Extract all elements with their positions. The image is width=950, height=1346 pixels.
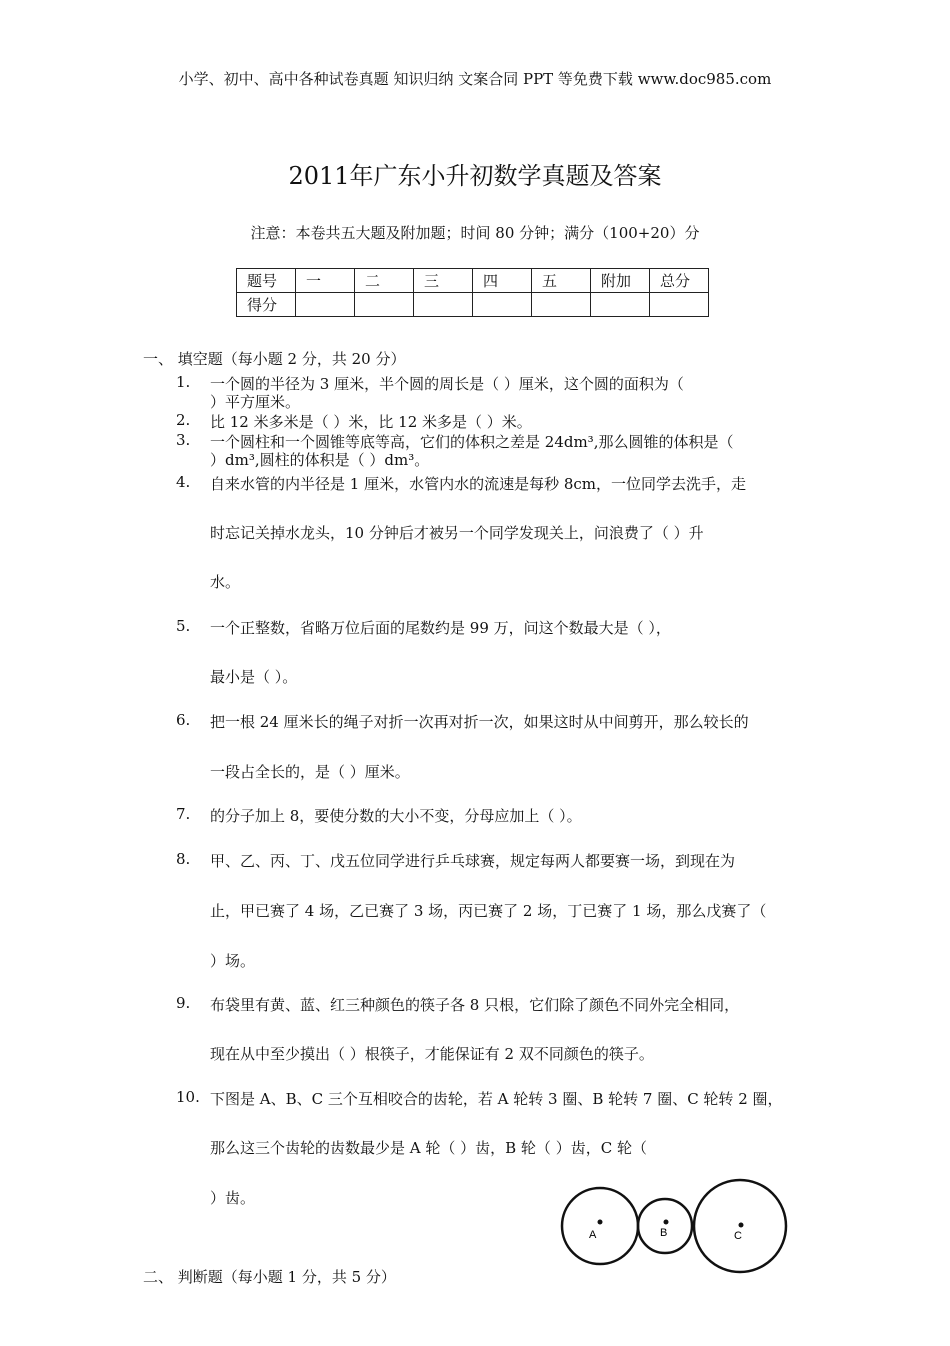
score-input-cell[interactable] [355, 293, 414, 317]
question-number: 7. [176, 805, 191, 823]
gear-a-label: A [589, 1229, 597, 1241]
question-number: 5. [176, 617, 191, 635]
question-text: 水。 [210, 573, 241, 591]
question-text: ）dm³,圆柱的体积是（ ）dm³。 [210, 451, 430, 469]
question-number: 3. [176, 431, 191, 449]
question-text: 一段占全长的，是（ ）厘米。 [210, 763, 410, 781]
score-input-cell[interactable] [532, 293, 591, 317]
question-text: 时忘记关掉水龙头，10 分钟后才被另一个同学发现关上，问浪费了（ ）升 [210, 524, 704, 542]
gear-b-center [664, 1220, 669, 1225]
question-text: 现在从中至少摸出（ ）根筷子，才能保证有 2 双不同颜色的筷子。 [210, 1045, 654, 1063]
gear-a-circle [562, 1188, 638, 1264]
gear-c-center [739, 1223, 744, 1228]
table-cell: 得分 [237, 293, 296, 317]
question-text: 一个圆的半径为 3 厘米，半个圆的周长是（ ）厘米，这个圆的面积为（ [210, 375, 684, 393]
question-text: 布袋里有黄、蓝、红三种颜色的筷子各 8 只根，它们除了颜色不同外完全相同， [210, 996, 740, 1014]
question-text: 最小是（ ）。 [210, 668, 298, 686]
question-number: 9. [176, 994, 191, 1012]
table-cell: 附加 [591, 269, 650, 293]
score-input-cell[interactable] [296, 293, 355, 317]
section-heading-true-false: 二、 判断题（每小题 1 分，共 5 分） [143, 1268, 396, 1286]
question-text: 止，甲已赛了 4 场，乙已赛了 3 场，丙已赛了 2 场，丁已赛了 1 场，那么戊赛了（ [210, 902, 767, 920]
question-text: 一个圆柱和一个圆锥等底等高，它们的体积之差是 24dm³,那么圆锥的体积是（ [210, 433, 734, 451]
question-number: 8. [176, 850, 191, 868]
question-text: 甲、乙、丙、丁、戊五位同学进行乒乓球赛，规定每两人都要赛一场，到现在为 [210, 852, 736, 870]
question-text: ）齿。 [210, 1189, 256, 1207]
question-number: 6. [176, 711, 191, 729]
question-number: 2. [176, 411, 191, 429]
question-text: 的分子加上 8，要使分数的大小不变，分母应加上（ ）。 [210, 807, 582, 825]
gear-b-label: B [660, 1227, 668, 1239]
question-text: 那么这三个齿轮的齿数最少是 A 轮（ ）齿，B 轮（ ）齿，C 轮（ [210, 1139, 647, 1157]
question-number: 4. [176, 473, 191, 491]
score-input-cell[interactable] [591, 293, 650, 317]
question-text: 自来水管的内半径是 1 厘米，水管内水的流速是每秒 8cm，一位同学去洗手，走 [210, 475, 747, 493]
gear-a-center [598, 1220, 603, 1225]
exam-note: 注意：本卷共五大题及附加题；时间 80 分钟；满分（100+20）分 [250, 224, 700, 242]
gear-b-circle [638, 1199, 692, 1253]
gears-figure [560, 1170, 795, 1280]
table-cell: 三 [414, 269, 473, 293]
table-cell: 二 [355, 269, 414, 293]
score-table-header-row [237, 269, 709, 293]
gear-c-label: C [734, 1230, 742, 1242]
score-input-cell[interactable] [414, 293, 473, 317]
section-heading-fill-blank: 一、 填空题（每小题 2 分，共 20 分） [143, 350, 406, 368]
table-cell: 题号 [237, 269, 296, 293]
table-cell: 五 [532, 269, 591, 293]
question-text: 一个正整数，省略万位后面的尾数约是 99 万，问这个数最大是（ ）， [210, 619, 671, 637]
page-header: 小学、初中、高中各种试卷真题 知识归纳 文案合同 PPT 等免费下载 www.doc985.com [178, 70, 772, 88]
score-input-cell[interactable] [650, 293, 709, 317]
score-table-score-row [237, 293, 709, 317]
question-text: 比 12 米多米是（ ）米，比 12 米多是（ ）米。 [210, 413, 532, 431]
score-input-cell[interactable] [473, 293, 532, 317]
question-text: 下图是 A、B、C 三个互相咬合的齿轮，若 A 轮转 3 圈、B 轮转 7 圈、C 轮转 2 圈， [210, 1090, 783, 1108]
page-title: 2011年广东小升初数学真题及答案 [288, 162, 662, 190]
question-number: 10. [176, 1088, 200, 1106]
score-table [236, 268, 709, 317]
table-cell: 四 [473, 269, 532, 293]
table-cell: 一 [296, 269, 355, 293]
table-cell: 总分 [650, 269, 709, 293]
question-number: 1. [176, 373, 191, 391]
question-text: 把一根 24 厘米长的绳子对折一次再对折一次，如果这时从中间剪开，那么较长的 [210, 713, 749, 731]
question-text: ）平方厘米。 [210, 393, 301, 411]
question-text: ）场。 [210, 952, 256, 970]
